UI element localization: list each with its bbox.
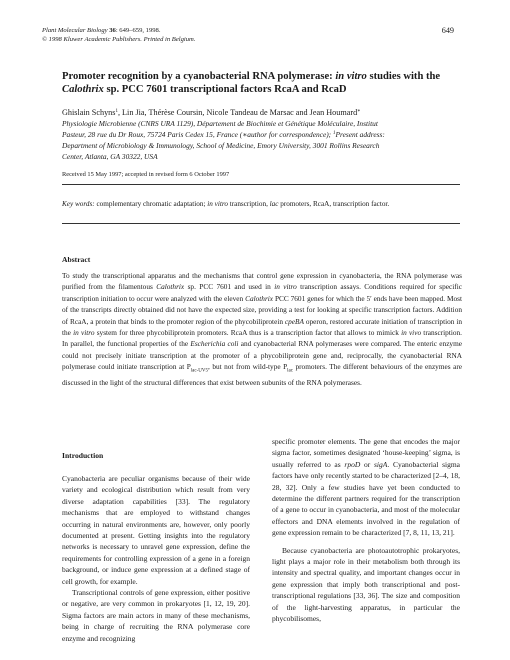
author-list: Ghislain Schyns$^1$, Lin Jia, Thérèse Coursin, Nicole Tandeau de Marsac and Jean Houmard∗ — [62, 108, 361, 117]
affiliation: Physiologie Microbienne (CNRS URA 1129), Département de Biochimie et Génétique Moléculaire, Institut Pasteur, 28 rue du Dr Roux, 75724 Paris Cedex 15, France (∗author for correspondence); $^1$Present address: Department of Microbiology & Immunology, School of Medicine, Emory University, 3001 Rollins Research Center, Atlanta, GA 30322, USA — [62, 119, 385, 161]
received-dates: Received 15 May 1997; accepted in revised form 6 October 1997 — [62, 171, 230, 178]
page-number: 649 — [441, 26, 454, 35]
abstract-body: To study the transcriptional apparatus and the mechanisms that control gene expression in cyanobacteria, the RNA polymerase was purified from the filamentous Calothrix sp. PCC 7601 and used in in vitro transcription assays. Conditions required for specific transcription initiation to occur were analyzed with the eleven Calothrix PCC 7601 genes for which the 5′ ends have been mapped. Most of the transcripts directly obtained did not have the expected size, providing a test for looking at specific transcription factors. Addition of RcaA, a protein that binds to the promoter region of the phycobiliprotein cpeBA operon, restored accurate initiation of transcription in the in vitro system for three phycobiliprotein promoters. RcaA thus is a transcription factor that allows to mimick in vivo transcription. In parallel, the functional properties of the Escherichia coli and cyanobacterial RNA polymerases were compared. The enteric enzyme could not precisely initiate transcription at the promoter of a phycobiliprotein gene and, reciprocally, the cyanobacterial RNA polymerase could initiate transcription at $P_{lac-UV5}$, but not from wild-type $P_{lac}$ promoters. The different behaviours of the enzymes are discussed in the light of the structural differences that exist between subunits of the RNA polymerases. — [62, 271, 462, 388]
abstract-heading: Abstract — [62, 255, 91, 264]
running-header — [42, 26, 195, 44]
intro-right-column — [272, 436, 460, 625]
divider-top — [62, 184, 460, 185]
intro-paragraph-2: Transcriptional controls of gene expression, either positive or negative, are very common in prokaryotes [1, 12, 19, 20]. Sigma factors are main actors in many of these mechanisms, being in charge of recruiting the RNA polymerase core enzyme and recognizing — [62, 588, 250, 643]
intro-paragraph-3: specific promoter elements. The gene that encodes the major sigma factor, sometimes designated ‘house-keeping’ sigma, is usually referred to as rpoD or sigA. Cyanobacterial sigma factors have only recently started to be characterized [2–4, 18, 28, 32]. Only a few studies have yet been conducted to determine the different partners required for the transcription of a gene to occur in cyanobacteria, and most of the molecular effectors and DNA elements involved in the regulation of gene expression remain to be characterized [7, 8, 11, 13, 21]. — [272, 437, 461, 538]
journal-pages: : 649–659, 1998. — [115, 27, 161, 34]
intro-paragraph-1: Cyanobacteria are peculiar organisms because of their wide variety and ecological distribution which result from very diverse adaptation capabilities [33]. The regulatory mechanisms that are employed to withstand changes occurring in natural environments are, however, only poorly documented at present. Getting insights into the regulatory networks is necessary to unravel gene expression, define the requirements for controlling expression of a gene in a foreign background, or induce gene expression at a defined stage of cell growth, for example. — [62, 474, 250, 586]
intro-left-column — [62, 450, 250, 644]
copyright-line: © 1998 Kluwer Academic Publishers. Printed in Belgium. — [42, 36, 196, 43]
intro-heading: Introduction — [62, 451, 104, 460]
intro-paragraph-4: Because cyanobacteria are photoautotrophic prokaryotes, light plays a major role in their metabolism both through its intensity and spectral quality, and important changes occur in gene expression that imply both transcriptional and post-transcriptional regulations [33, 36]. The size and composition of the light-harvesting apparatus, in particular the phycobilisomes, — [272, 545, 460, 624]
journal-name: Plant Molecular Biology — [42, 27, 108, 34]
article-title: Promoter recognition by a cyanobacterial RNA polymerase: in vitro studies with the Calothrix sp. PCC 7601 transcriptional factors RcaA and RcaD — [62, 71, 441, 95]
keywords: Key words: complementary chromatic adaptation; in vitro transcription, lac promoters, RcaA, transcription factor. — [62, 200, 390, 208]
divider-bottom — [62, 223, 460, 224]
journal-volume: 36 — [109, 27, 116, 34]
